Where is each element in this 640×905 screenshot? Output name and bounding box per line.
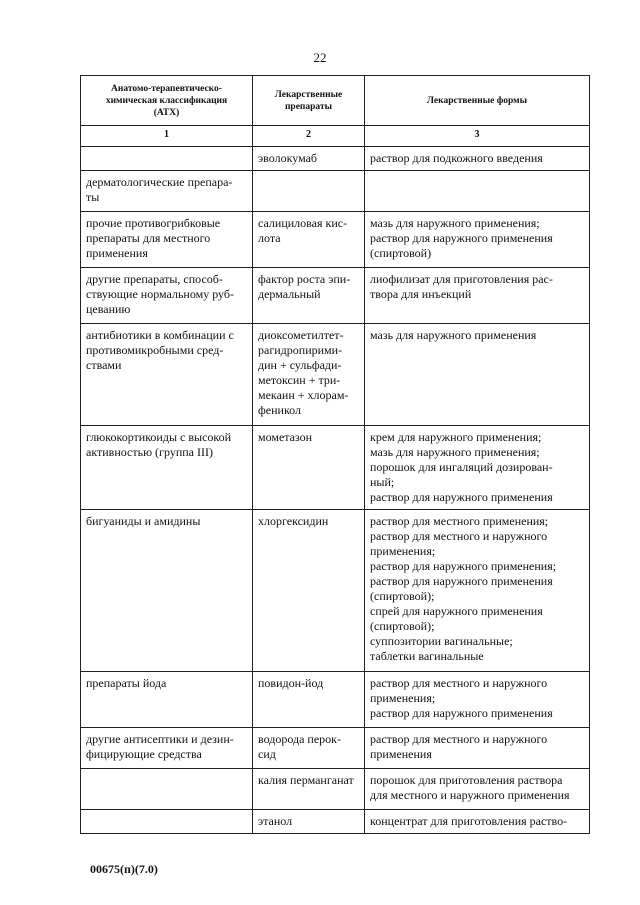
document-code: 00675(п)(7.0) [90, 862, 158, 876]
table-row [81, 147, 590, 171]
forms-cell [365, 171, 590, 212]
column-number: 2 [253, 126, 365, 147]
drug-cell: этанол [253, 810, 365, 834]
atc-cell: бигуаниды и амидины [81, 510, 253, 672]
header-row [81, 76, 590, 126]
forms-cell: раствор для местного применения; раствор для местного и наружного применения; раствор для наружного применения; раствор для наружного применения (спиртовой); спрей для наружного применения (спиртовой); суппозитории вагинальные; таблетки вагинальные [365, 510, 590, 672]
drug-cell: водорода перок- сид [253, 728, 365, 769]
drug-cell: мометазон [253, 426, 365, 510]
atc-cell: другие препараты, способ- ствующие нормальному руб- цеванию [81, 268, 253, 324]
atc-cell [81, 147, 253, 171]
table-row [81, 810, 590, 834]
table-row [81, 510, 590, 672]
atc-cell: другие антисептики и дезин- фицирующие средства [81, 728, 253, 769]
table-row [81, 171, 590, 212]
column-number: 1 [81, 126, 253, 147]
table-row [81, 672, 590, 728]
drug-cell: хлоргексидин [253, 510, 365, 672]
page-number: 22 [313, 50, 327, 65]
table-row [81, 769, 590, 810]
table-row [81, 212, 590, 268]
forms-cell: концентрат для приготовления раство- [365, 810, 590, 834]
forms-cell: раствор для подкожного введения [365, 147, 590, 171]
atc-cell: дерматологические препара- ты [81, 171, 253, 212]
forms-cell: крем для наружного применения; мазь для наружного применения; порошок для ингаляций дозирован- ный; раствор для наружного применения [365, 426, 590, 510]
header-forms: Лекарственные формы [365, 76, 590, 126]
atc-cell: антибиотики в комбинации с противомикробными сред- ствами [81, 324, 253, 426]
forms-cell: порошок для приготовления раствора для местного и наружного применения [365, 769, 590, 810]
column-number-row [81, 126, 590, 147]
drug-table [80, 75, 590, 834]
atc-cell: препараты йода [81, 672, 253, 728]
column-number: 3 [365, 126, 590, 147]
atc-cell: глюкокортикоиды с высокой активностью (группа III) [81, 426, 253, 510]
atc-cell [81, 769, 253, 810]
forms-cell: мазь для наружного применения [365, 324, 590, 426]
drug-cell: эволокумаб [253, 147, 365, 171]
drug-cell [253, 171, 365, 212]
header-atc: Анатомо-терапевтическо- химическая классификация (АТХ) [81, 76, 253, 126]
table-row [81, 728, 590, 769]
atc-cell: прочие противогрибковые препараты для местного применения [81, 212, 253, 268]
header-drugs: Лекарственные препараты [253, 76, 365, 126]
forms-cell: лиофилизат для приготовления рас- твора для инъекций [365, 268, 590, 324]
table-row [81, 268, 590, 324]
drug-cell: повидон-йод [253, 672, 365, 728]
forms-cell: раствор для местного и наружного применения; раствор для наружного применения [365, 672, 590, 728]
forms-cell: мазь для наружного применения; раствор для наружного применения (спиртовой) [365, 212, 590, 268]
table-row [81, 324, 590, 426]
atc-cell [81, 810, 253, 834]
drug-cell: салициловая кис- лота [253, 212, 365, 268]
table-row [81, 426, 590, 510]
drug-cell: диоксометилтет- рагидропирими- дин + сульфади- метоксин + три- мекаин + хлорам- феникол [253, 324, 365, 426]
drug-cell: калия перманганат [253, 769, 365, 810]
forms-cell: раствор для местного и наружного применения [365, 728, 590, 769]
drug-cell: фактор роста эпи- дермальный [253, 268, 365, 324]
